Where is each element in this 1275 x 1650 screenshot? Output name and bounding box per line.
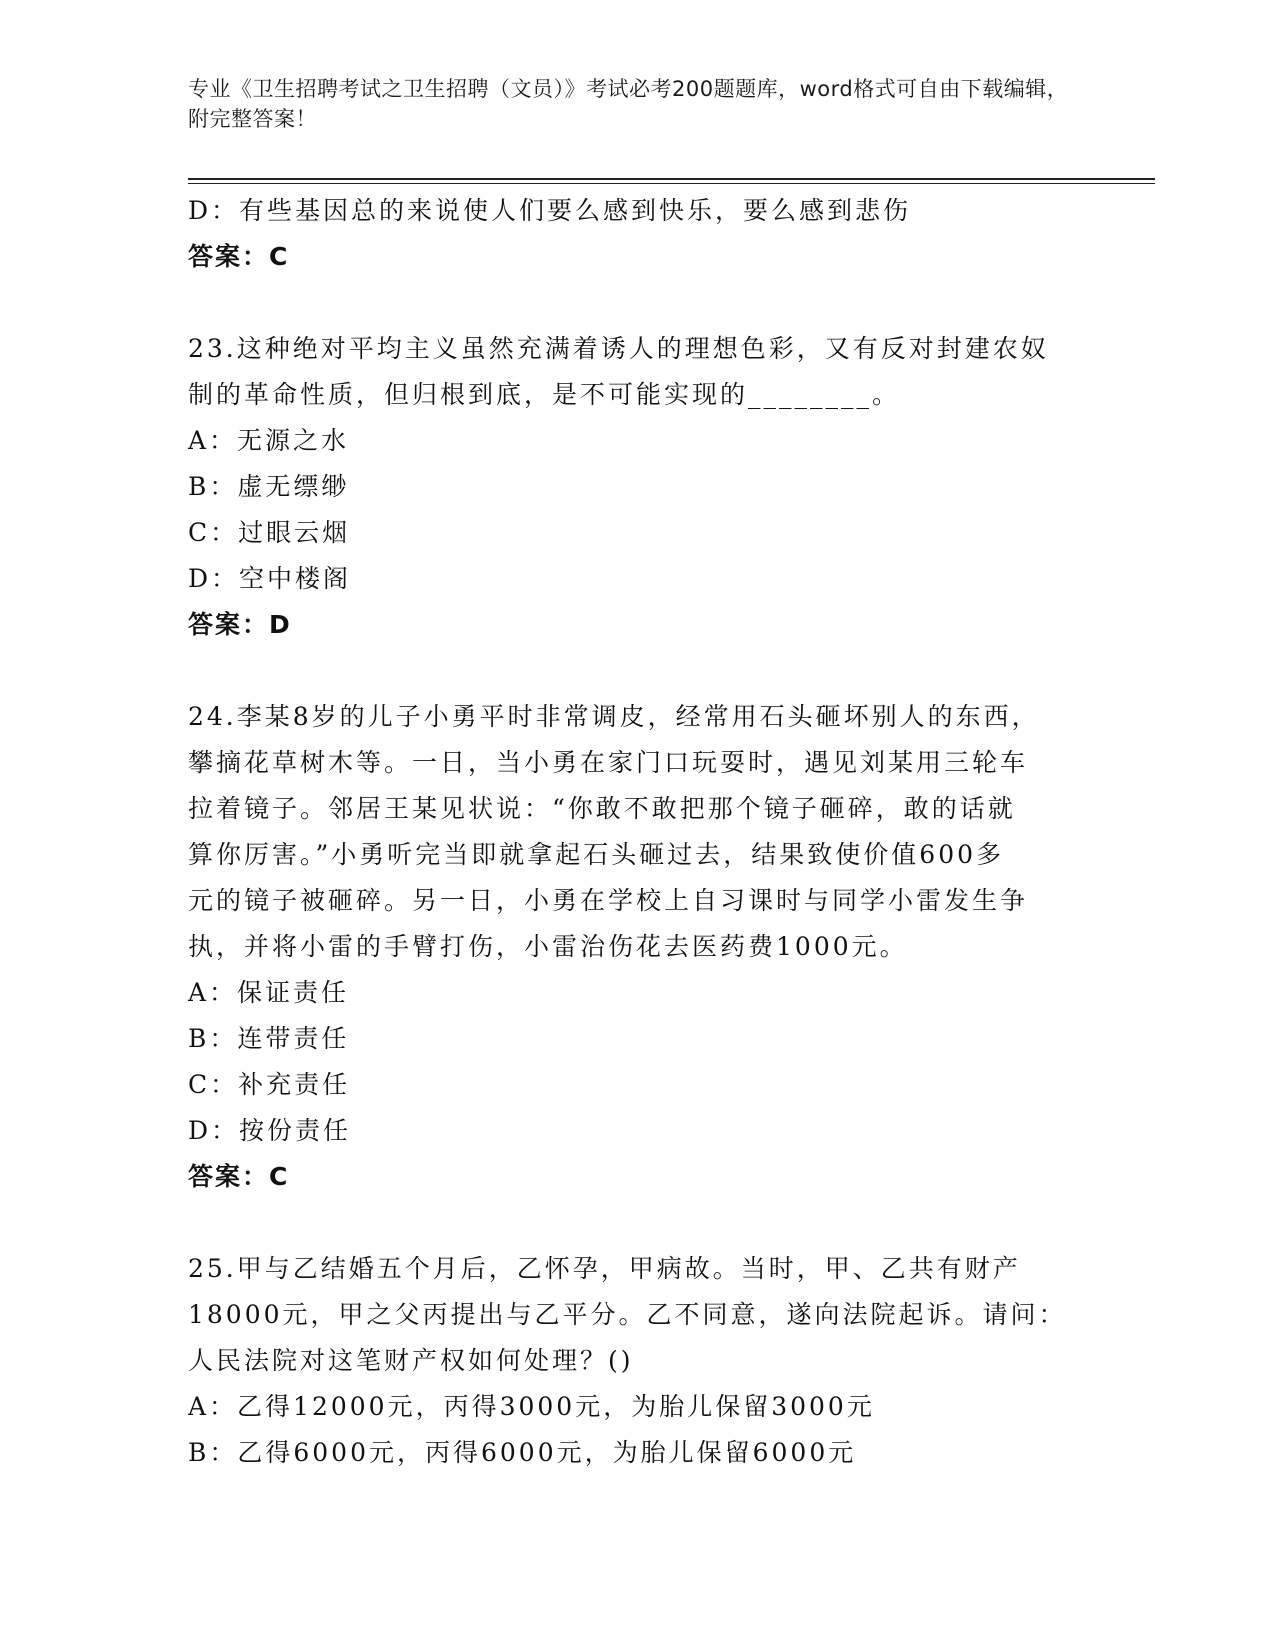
- question-stem-line: 拉着镜子。邻居王某见状说：“你敢不敢把那个镜子砸碎，敢的话就: [188, 794, 1016, 823]
- spacer: [188, 1200, 1088, 1246]
- question-stem-line: 25.甲与乙结婚五个月后，乙怀孕，甲病故。当时，甲、乙共有财产: [188, 1254, 1021, 1283]
- option-b: B：连带责任: [188, 1024, 350, 1053]
- question-stem-line: 23.这种绝对平均主义虽然充满着诱人的理想色彩，又有反对封建农奴: [188, 334, 1049, 363]
- option-d: D：空中楼阁: [188, 564, 352, 593]
- question-25: [188, 1246, 1088, 1476]
- header-rule-thick: [188, 178, 1155, 180]
- question-stem-line: 算你厉害。”小勇听完当即就拿起石头砸过去，结果致使价值600多: [188, 840, 1005, 869]
- option-a: A：无源之水: [188, 426, 350, 455]
- question-24: [188, 694, 1088, 1200]
- question-stem-line: 制的革命性质，但归根到底，是不可能实现的________。: [188, 380, 901, 409]
- option-b: B：虚无缥缈: [188, 472, 350, 501]
- question-stem-line: 元的镜子被砸碎。另一日，小勇在学校上自习课时与同学小雷发生争: [188, 886, 1029, 915]
- document-body: [188, 188, 1088, 1476]
- option-d: D：按份责任: [188, 1116, 352, 1145]
- question-stem-line: 人民法院对这笔财产权如何处理？(): [188, 1346, 634, 1375]
- spacer: [188, 280, 1088, 326]
- question-stem-line: 执，并将小雷的手臂打伤，小雷治伤花去医药费1000元。: [188, 932, 908, 961]
- option-a: A：乙得12000元，丙得3000元，为胎儿保留3000元: [188, 1392, 875, 1421]
- question-stem-line: 18000元，甲之父丙提出与乙平分。乙不同意，遂向法院起诉。请问：: [188, 1300, 1067, 1329]
- option-c: C：过眼云烟: [188, 518, 351, 547]
- option-a: A：保证责任: [188, 978, 350, 1007]
- question-stem-line: 24.李某8岁的儿子小勇平时非常调皮，经常用石头砸坏别人的东西，: [188, 702, 1040, 731]
- answer: 答案：D: [188, 610, 292, 639]
- prev-option-d: D：有些基因总的来说使人们要么感到快乐，要么感到悲伤: [188, 196, 912, 225]
- answer: 答案：C: [188, 1162, 290, 1191]
- option-b: B：乙得6000元，丙得6000元，为胎儿保留6000元: [188, 1438, 857, 1467]
- spacer: [188, 648, 1088, 694]
- page-header: 专业《卫生招聘考试之卫生招聘（文员）》考试必考200题题库，word格式可自由下载编辑，附完整答案！: [188, 77, 1069, 131]
- option-c: C：补充责任: [188, 1070, 351, 1099]
- prev-answer: 答案：C: [188, 242, 290, 271]
- question-23: [188, 326, 1088, 648]
- question-stem-line: 攀摘花草树木等。一日，当小勇在家门口玩耍时，遇见刘某用三轮车: [188, 748, 1029, 777]
- header-rule-thin: [188, 183, 1155, 184]
